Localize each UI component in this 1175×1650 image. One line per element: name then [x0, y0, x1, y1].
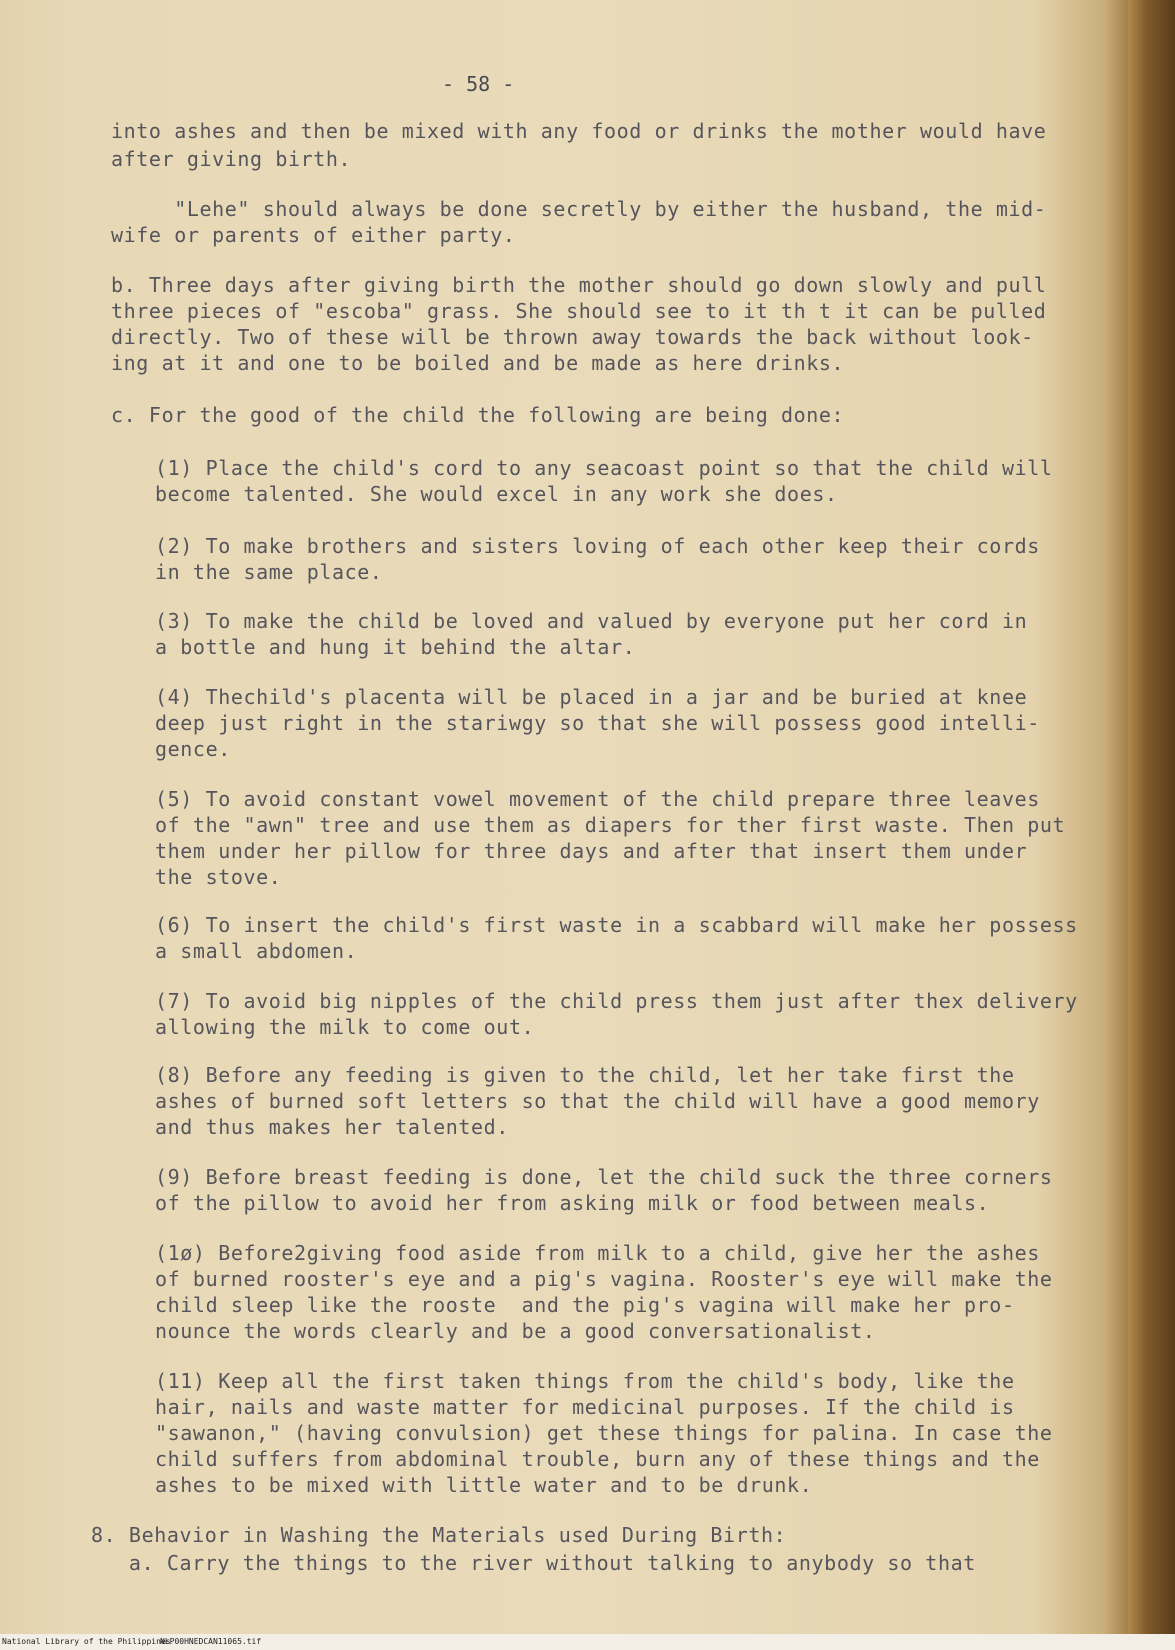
text-line: become talented. She would excel in any work she does. — [155, 482, 838, 506]
text-line: (9) Before breast feeding is done, let the child suck the three corners — [155, 1165, 1053, 1189]
text-line: three pieces of "escoba" grass. She should see to it th t it can be pulled — [111, 299, 1047, 323]
footer-source: National Library of the Philippines — [2, 1637, 171, 1646]
text-line: the stove. — [155, 865, 282, 889]
text-line: (7) To avoid big nipples of the child press them just after thex delivery — [155, 989, 1078, 1013]
text-line: a small abdomen. — [155, 939, 358, 963]
text-line: them under her pillow for three days and after that insert them under — [155, 839, 1028, 863]
text-line: in the same place. — [155, 560, 383, 584]
text-line: child suffers from abdominal trouble, burn any of these things and the — [155, 1447, 1040, 1471]
text-line: (6) To insert the child's first waste in a scabbard will make her possess — [155, 913, 1078, 937]
text-line: (2) To make brothers and sisters loving of each other keep their cords — [155, 534, 1040, 558]
text-line: a. Carry the things to the river without talking to anybody so that — [91, 1551, 976, 1575]
book-spine — [1128, 0, 1175, 1650]
text-line: "Lehe" should always be done secretly by either the husband, the mid- — [111, 197, 1047, 221]
text-line: of the "awn" tree and use them as diapers for ther first waste. Then put — [155, 813, 1066, 837]
text-line: deep just right in the stariwgy so that she will possess good intelli- — [155, 711, 1040, 735]
text-line: gence. — [155, 737, 231, 761]
text-line: of the pillow to avoid her from asking milk or food between meals. — [155, 1191, 990, 1215]
text-line: after giving birth. — [111, 147, 352, 171]
text-line: nounce the words clearly and be a good conversationalist. — [155, 1319, 876, 1343]
text-line: child sleep like the rooste and the pig's vagina will make her pro- — [155, 1293, 1015, 1317]
text-line: ashes to be mixed with little water and to be drunk. — [155, 1473, 813, 1497]
text-line: and thus makes her talented. — [155, 1115, 509, 1139]
text-line: ashes of burned soft letters so that the child will have a good memory — [155, 1089, 1040, 1113]
page-number: - 58 - — [442, 72, 515, 96]
text-line: (11) Keep all the first taken things from the child's body, like the — [155, 1369, 1015, 1393]
section-heading: 8. Behavior in Washing the Materials used During Birth: — [91, 1523, 787, 1547]
text-line: "sawanon," (having convulsion) get these things for palina. In case the — [155, 1421, 1053, 1445]
text-line: allowing the milk to come out. — [155, 1015, 535, 1039]
text-line: (8) Before any feeding is given to the child, let her take first the — [155, 1063, 1015, 1087]
text-line: wife or parents of either party. — [111, 223, 516, 247]
text-line: directly. Two of these will be thrown away towards the back without look- — [111, 325, 1034, 349]
text-line: (1) Place the child's cord to any seacoast point so that the child will — [155, 456, 1053, 480]
text-line: hair, nails and waste matter for medicinal purposes. If the child is — [155, 1395, 1015, 1419]
text-line: b. Three days after giving birth the mother should go down slowly and pull — [111, 273, 1047, 297]
text-line: c. For the good of the child the following are being done: — [111, 403, 845, 427]
text-line: (1ø) Before2giving food aside from milk to a child, give her the ashes — [155, 1241, 1040, 1265]
text-line: into ashes and then be mixed with any food or drinks the mother would have — [111, 119, 1047, 143]
text-line: (3) To make the child be loved and valued by everyone put her cord in — [155, 609, 1028, 633]
text-line: (4) Thechild's placenta will be placed in a jar and be buried at knee — [155, 685, 1028, 709]
text-line: (5) To avoid constant vowel movement of the child prepare three leaves — [155, 787, 1040, 811]
text-line: of burned rooster's eye and a pig's vagina. Rooster's eye will make the — [155, 1267, 1053, 1291]
text-line: ing at it and one to be boiled and be made as here drinks. — [111, 351, 845, 375]
text-line: a bottle and hung it behind the altar. — [155, 635, 636, 659]
scan-footer — [0, 1634, 1175, 1650]
footer-filename: NLP00HNEDCAN11065.tif — [160, 1637, 262, 1646]
